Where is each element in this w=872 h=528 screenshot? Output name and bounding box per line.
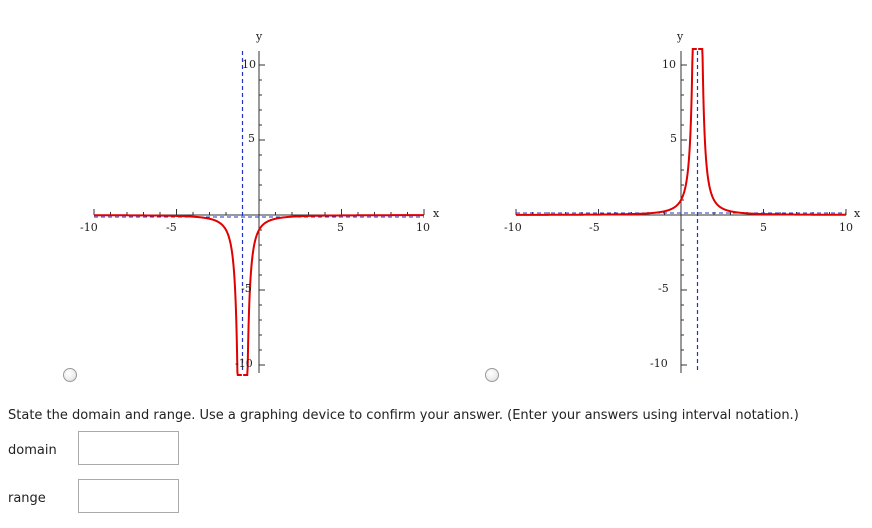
choice-b-radio[interactable] [485,368,499,382]
domain-label: domain [8,443,57,458]
question-prompt: State the domain and range. Use a graphing device to confirm your answer. (Enter your answers using interval notation.) [8,408,799,423]
y-tick-label: -10 [650,357,668,370]
x-tick-label: -10 [80,221,98,234]
y-tick-label: 5 [670,132,677,145]
x-tick-label: 10 [839,221,853,234]
function-curve-right-branch [243,215,424,375]
graph-a [0,0,440,390]
y-tick-label: -10 [235,357,253,370]
domain-input[interactable] [78,431,179,465]
x-tick-label: -10 [504,221,522,234]
y-axis-label: y [256,30,263,43]
choice-a-radio[interactable] [63,368,77,382]
x-tick-label: -5 [166,221,177,234]
function-curve-right-branch [698,49,846,215]
x-tick-label: 5 [760,221,767,234]
y-axis-label: y [677,30,684,43]
function-curve-left-branch [94,215,242,375]
graph-b [430,0,870,390]
x-tick-label: 10 [416,221,430,234]
x-axis-label: x [433,207,440,220]
x-tick-label: -5 [589,221,600,234]
y-tick-label: -5 [241,282,252,295]
range-label: range [8,491,46,506]
x-axis-label: x [854,207,861,220]
range-input[interactable] [78,479,179,513]
y-tick-label: 10 [662,58,676,71]
x-tick-label: 5 [337,221,344,234]
y-tick-label: 10 [242,58,256,71]
y-tick-label: 5 [248,132,255,145]
y-tick-label: -5 [658,282,669,295]
